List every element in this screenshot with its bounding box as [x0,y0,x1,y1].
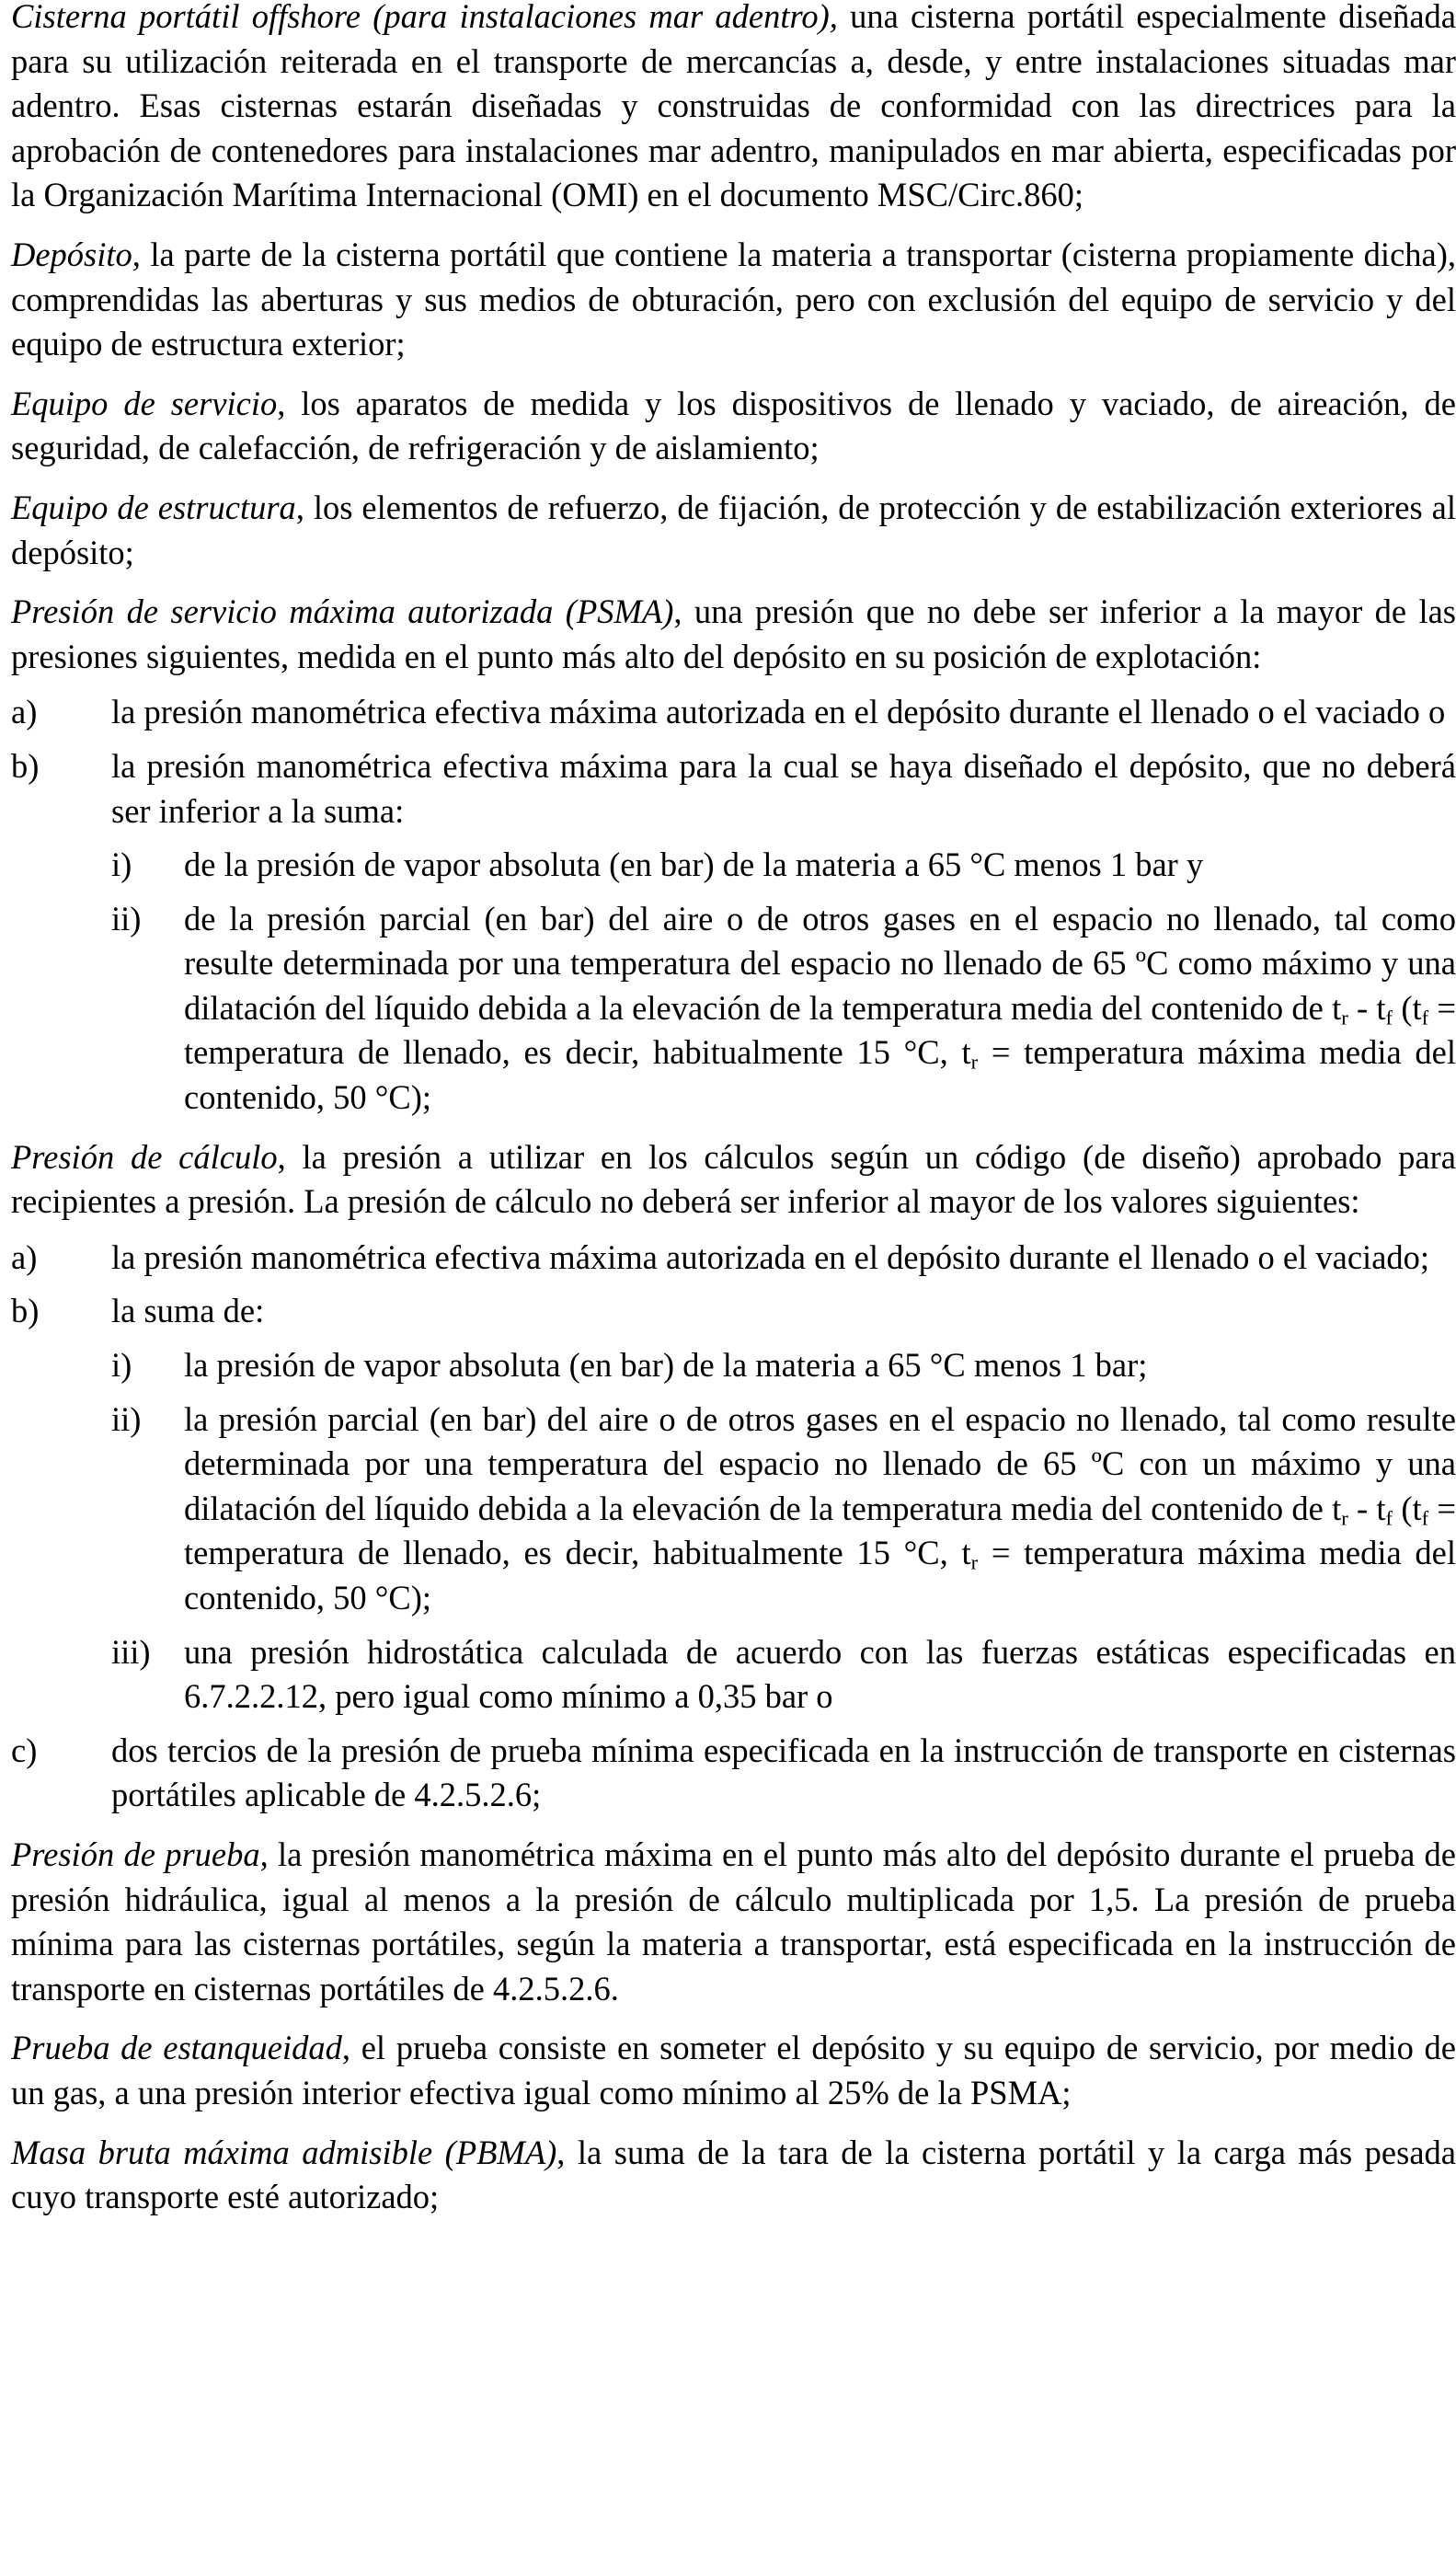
sub-list-item [11,1343,1456,1388]
subscript: f [1385,1506,1393,1530]
list-item-text: la presión manométrica efectiva máxima para la cual se haya diseñado el depósito, que no deberá ser inferior a la suma: [111,746,1456,830]
definition-text: , la presión a utilizar en los cálculos según un código (de diseño) aprobado para recipientes a presión. La presión de cálculo no deberá ser inferior al mayor de los valores siguientes: [11,1137,1456,1221]
text-segment: la presión parcial (en bar) del aire o de otros gases en el espacio no llenado, tal como resulte determinada por una temperatura del espacio no llenado de 65 ºC con un máximo y una dilatación del líquido debida a la elevación de la temperatura media del contenido de t [184,1399,1456,1527]
definition-psma [11,590,1456,679]
definition-prueba-estanqueidad [11,2026,1456,2115]
list-item-text: la suma de: [111,1292,265,1330]
list-item-text: la presión manométrica efectiva máxima autorizada en el depósito durante el llenado o el vaciado; [111,1237,1430,1276]
definition-presion-prueba [11,1833,1456,2011]
text-segment: (t [1393,1489,1422,1527]
list-item-label: i) [111,1346,132,1385]
definition-text: , la presión manométrica máxima en el punto más alto del depósito durante el prueba de presión hidráulica, igual al menos a la presión de cálculo multiplicada por 1,5. La presión de prueba mínima para las cisternas portátiles, según la materia a transportar, está especificada en la instrucción de transporte en cisternas portátiles de 4.2.5.2.6. [11,1835,1456,2008]
text-segment: = temperatura de llenado, es decir, habitualmente 15 °C, t [184,988,1456,1072]
term: Prueba de estanqueidad [11,2029,342,2067]
list-item [11,1729,1456,1818]
list-item [11,690,1456,735]
text-segment: - t [1347,988,1386,1027]
subscript: r [1341,1506,1348,1530]
definition-text: , los elementos de refuerzo, de fijación, de protección y de estabilización exteriores al depósito; [11,488,1456,571]
subscript: f [1421,1006,1429,1030]
text-segment: = temperatura máxima media del contenido, 50 °C); [184,1534,1456,1616]
sub-list-item [11,1630,1456,1720]
list-item-label: a) [11,1237,38,1276]
sub-list-item [11,1398,1456,1621]
definition-text: , el prueba consiste en someter el depósito y su equipo de servicio, por medio de un gas, a una presión interior efectiva igual como mínimo al 25% de la PSMA; [11,2029,1456,2111]
text-segment: de la presión parcial (en bar) del aire o de otros gases en el espacio no llenado, tal como resulte determinada por una temperatura del espacio no llenado de 65 ºC como máximo y una dilatación del líquido debida a la elevación de la temperatura media del contenido de t [184,899,1456,1027]
term: Presión de cálculo [11,1137,278,1176]
list-item-text [184,900,1456,1116]
term: Equipo de servicio [11,384,278,422]
text-segment: - t [1347,1489,1386,1527]
term: Masa bruta máxima admisible (PBMA) [11,2133,557,2171]
sub-list-item [11,897,1456,1121]
list-item [11,1289,1456,1334]
list-item-label: ii) [111,1399,142,1438]
list-item-text: una presión hidrostática calculada de acuerdo con las fuerzas estáticas especificadas en 6.7.2.2.12, pero igual como mínimo a 0,35 bar o [184,1632,1456,1716]
list-item-text [184,1400,1456,1616]
subscript: r [970,1551,979,1575]
definition-text: una cisterna portátil especialmente diseñada para su utilización reiterada en el transporte de mercancías a, desde, y entre instalaciones situadas mar adentro. Esas cisternas estarán diseñadas y construidas de conformidad con las directrices para la aprobación de contenedores para instalaciones mar adentro, manipulados en mar abierta, especificadas por la Organización Marítima Internacional (OMI) en el documento MSC/Circ.860; [11,0,1456,214]
list-item-label: iii) [111,1632,151,1671]
subscript: f [1421,1506,1429,1530]
list-item-text: de la presión de vapor absoluta (en bar) de la materia a 65 °C menos 1 bar y [184,846,1204,884]
term: Equipo de estructura [11,488,296,526]
definition-offshore-tank [11,0,1456,218]
list-item-label: c) [11,1731,38,1769]
sub-list-item [11,843,1456,888]
list-item-text: dos tercios de la presión de prueba mínima especificada en la instrucción de transporte en cisternas portátiles aplicable de 4.2.5.2.6; [111,1731,1456,1814]
text-segment: = temperatura de llenado, es decir, habitualmente 15 °C, t [184,1489,1456,1572]
definition-text: , los aparatos de medida y los dispositivos de llenado y vaciado, de aireación, de seguridad, de calefacción, de refrigeración y de aislamiento; [11,384,1456,467]
list-item-label: ii) [111,899,142,938]
subscript: r [1341,1006,1348,1030]
term: Depósito [11,235,132,273]
definition-equipo-estructura [11,486,1456,575]
list-item-text: la presión manométrica efectiva máxima autorizada en el depósito durante el llenado o el vaciado o [111,693,1446,731]
definition-text: , la suma de la tara de la cisterna portátil y la carga más pesada cuyo transporte esté autorizado; [11,2133,1456,2216]
term: Presión de servicio máxima autorizada (PSMA) [11,592,674,631]
definition-presion-calculo [11,1135,1456,1225]
subscript: f [1385,1006,1393,1030]
term: Cisterna portátil offshore (para instalaciones mar adentro), [11,0,838,35]
list-item-label: b) [11,1292,40,1330]
subscript: r [970,1051,979,1075]
list-item [11,1236,1456,1281]
definition-text: , una presión que no debe ser inferior a la mayor de las presiones siguientes, medida en el punto más alto del depósito en su posición de explotación: [11,592,1456,675]
definition-deposito [11,233,1456,367]
definition-text: , la parte de la cisterna portátil que contiene la materia a transportar (cisterna propiamente dicha), comprendidas las aberturas y sus medios de obturación, pero con exclusión del equipo de servicio y del equipo de estructura exterior; [11,235,1456,363]
list-item-text: la presión de vapor absoluta (en bar) de la materia a 65 °C menos 1 bar; [184,1346,1148,1385]
list-item-label: b) [11,746,40,785]
list-item-label: a) [11,693,38,731]
definition-pbma [11,2131,1456,2220]
text-segment: (t [1393,988,1422,1027]
term: Presión de prueba [11,1835,260,1873]
list-item-label: i) [111,846,132,884]
text-segment: = temperatura máxima media del contenido, 50 °C); [184,1033,1456,1117]
list-item [11,744,1456,834]
definition-equipo-servicio [11,382,1456,471]
